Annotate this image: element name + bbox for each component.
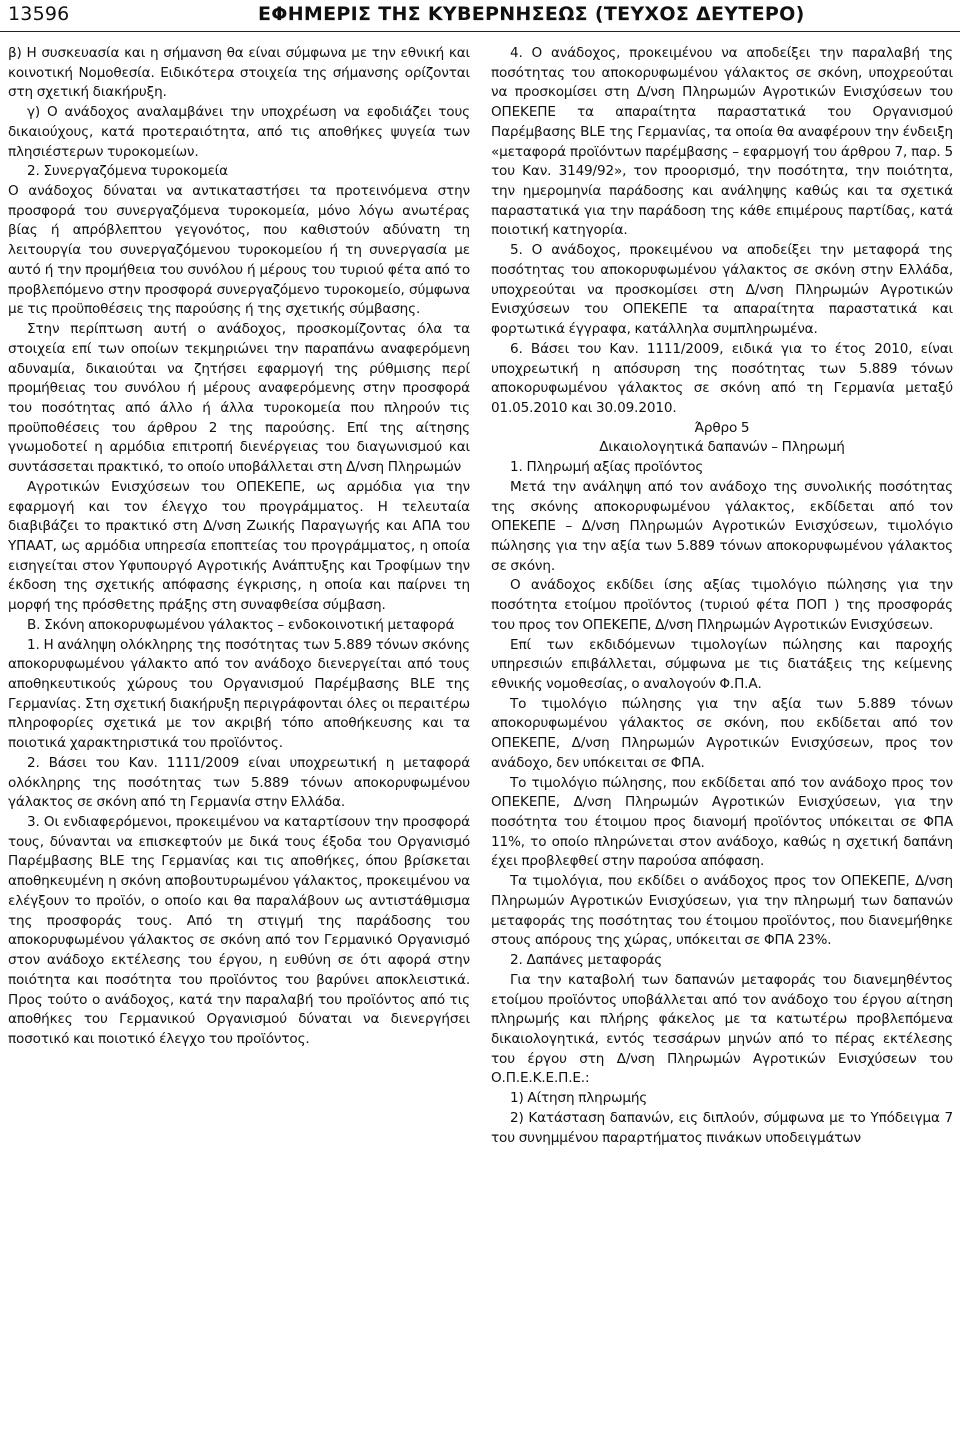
subsection-heading: 2. Συνεργαζόμενα τυροκομεία (27, 163, 228, 180)
paragraph: Τα τιμολόγια, που εκδίδει ο ανάδοχος προς τον ΟΠΕΚΕΠΕ, Δ/νση Πληρωμών Αγροτικών Ενισχύσεων, για την πληρωμή των δαπανών μεταφοράς της ποσότητας του έτοιμου προϊόντος, που διανεμήθηκε στους απόρους της χώρας, υπόκειται σε ΦΠΑ 23%. (491, 873, 953, 949)
paragraph: 6. Βάσει του Καν. 1111/2009, ειδικά για το έτος 2010, είναι υποχρεωτική η απόσυρση της ποσότητας των 5.889 τόνων αποκορυφωμένου γάλακτος σε σκόνη από τη Γερμανία μεταξύ 01.05.2010 και 30.09.2010. (491, 340, 953, 416)
subsection-heading: 2. Δαπάνες μεταφοράς (510, 952, 663, 969)
paragraph: 3. Οι ενδιαφερόμενοι, προκειμένου να καταρτίσουν την προσφορά τους, δύνανται να επισκεφτούν με δικά τους έξοδα του Οργανισμό Παρέμβασης BLE της Γερμανίας και τις αποθήκες, όπου βρίσκεται αποθηκευμένη η σκόνη αποβουτυρωμένου γάλακτος, προκειμένου να ελέγξουν το προϊόν, ο οποίο και θα παραλάβουν ως αντιστάθμισμα της προσφοράς τους. Από τη στιγμή της παράδοσης του αποκορυφωμένου γάλακτος σε σκόνη από τον Γερμανικό Οργανισμό στον ανάδοχο εκτέλεσης του έργου, η ευθύνη σε ότι αφορά στην ποιότητα και ποσότητα του προϊόντος του βαρύνει αποκλειστικά. Προς τούτο ο ανάδοχος, κατά την παραλαβή του προϊόντος από τις αποθήκες του Γερμανικού Οργανισμού δύναται να διενεργήσει ποσοτικό και ποιοτικό έλεγχο του προϊόντος. (8, 814, 470, 1047)
paragraph: Ο ανάδοχος δύναται να αντικαταστήσει τα προτεινόμενα στην προσφορά του συνεργαζόμενα τυροκομεία, μόνο λόγω ανωτέρας βίας ή απρόβλεπτου γεγονότος, που καθιστούν αδύνατη τη λειτουργία του συνεργαζόμενου τυροκομείου ή τη συνεργασία με αυτό ή την προμήθεια του συνόλου ή μέρους του τυριού φέτα από το προβλεπόμενο στην προσφορά συνεργαζόμενο τυροκομείο, σύμφωνα με τις προϋποθέσεις της παρούσης ή της σχετικής σύμβασης. (8, 183, 470, 318)
list-item: 1) Αίτηση πληρωμής (510, 1090, 648, 1107)
left-column (8, 44, 470, 1050)
article-title: Δικαιολογητικά δαπανών – Πληρωμή (599, 439, 845, 456)
right-column (491, 44, 953, 1148)
paragraph: Αγροτικών Ενισχύσεων του ΟΠΕΚΕΠΕ, ως αρμόδια για την εφαρμογή και τον έλεγχο του προγράμματος. Η τελευταία διαβιβάζει το πρακτικό στη Δ/νση Ζωικής Παραγωγής και ΑΠΑ του ΥΠΑΑΤ, ως αρμόδια υπηρεσία εποπτείας του προγράμματος, η οποία εισηγείται στον Υφυπουργό Αγροτικής Ανάπτυξης και Τροφίμων την έκδοση της σχετικής απόφασης έγκρισης, η οποία και παίρνει τη μορφή της πρόσθετης πράξης στη συναφθείσα σύμβαση. (8, 478, 470, 614)
page-header (0, 0, 960, 30)
paragraph: Επί των εκδιδόμενων τιμολογίων πώλησης και παροχής υπηρεσιών επιβάλλεται, σύμφωνα με τις διατάξεις της κείμενης εθνικής νομοθεσίας, ο αναλογούν Φ.Π.Α. (491, 636, 953, 692)
paragraph: Στην περίπτωση αυτή ο ανάδοχος, προσκομίζοντας όλα τα στοιχεία επί των οποίων τεκμηριώνει την παραπάνω αναφερόμενη αδυναμία, δικαιούται να ζητήσει εφαρμογή της ρύθμισης περί προμήθειας του συνόλου ή μέρους αναφερόμενης στην προσφορά του ποσότητας από άλλο ή άλλα τυροκομεία που πληρούν τις προϋποθέσεις του άρθρου 2 της παρούσης. Επί της αίτησης γνωμοδοτεί η αρμόδια επιτροπή διενέργειας του διαγωνισμού και συντάσσεται πρακτικό, το οποίο υποβάλλεται στη Δ/νση Πληρωμών (8, 321, 470, 476)
paragraph: Μετά την ανάληψη από τον ανάδοχο της συνολικής ποσότητας της σκόνης αποκορυφωμένου γάλακτος, εκδίδεται από τον ΟΠΕΚΕΠΕ – Δ/νση Πληρωμών Αγροτικών Ενισχύσεων, τιμολόγιο πώλησης για την αξία των 5.889 τόνων αποκορυφωμένου γάλακτος σε σκόνη. (491, 478, 953, 574)
paragraph: 2. Βάσει του Καν. 1111/2009 είναι υποχρεωτική η μεταφορά ολόκληρης της ποσότητας των 5.889 τόνων αποκορυφωμένου γάλακτος σε σκόνη από τη Γερμανία στην Ελλάδα. (8, 754, 470, 811)
header-rule (0, 31, 960, 32)
paragraph: Ο ανάδοχος εκδίδει ίσης αξίας τιμολόγιο πώλησης για την ποσότητα ετοίμου προϊόντος (τυριού φέτα ΠΟΠ ) της προσφοράς του προς τον ΟΠΕΚΕΠΕ, Δ/νση Πληρωμών Αγροτικών Ενισχύσεων. (491, 577, 953, 633)
paragraph: Το τιμολόγιο πώλησης για την αξία των 5.889 τόνων αποκορυφωμένου γάλακτος σε σκόνη, που εκδίδεται από τον ΟΠΕΚΕΠΕ, Δ/νση Πληρωμών Αγροτικών Ενισχύσεων, προς τον ανάδοχο, δεν υπόκειται σε ΦΠΑ. (491, 695, 953, 771)
page-number: 13596 (8, 3, 70, 25)
paragraph: Το τιμολόγιο πώλησης, που εκδίδεται από τον ανάδοχο προς τον ΟΠΕΚΕΠΕ, Δ/νση Πληρωμών Αγροτικών Ενισχύσεων, για την ποσότητα του έτοιμου προς διανομή προϊόντος υπόκειται σε ΦΠΑ 11%, το οποίο πληρώνεται στον ανάδοχο, καθώς η σχετική δαπάνη έχει προβλεφθεί στην παρούσα απόφαση. (491, 774, 953, 870)
paragraph: 5. Ο ανάδοχος, προκειμένου να αποδείξει την μεταφορά της ποσότητας του αποκορυφωμένου γάλακτος σε σκόνη στην Ελλάδα, υποχρεούται να προσκομίσει στη Δ/νση Πληρωμών Αγροτικών Ενισχύσεων του ΟΠΕΚΕΠΕ τα απαραίτητα παραστατικά και φορτωτικά έγγραφα, κατάλληλα συμπληρωμένα. (491, 242, 953, 338)
paragraph: γ) Ο ανάδοχος αναλαμβάνει την υποχρέωση να εφοδιάζει τους δικαιούχους, κατά προτεραιότητα, από τις αποθήκες ψυγεία των πλησιέστερων τυροκομείων. (8, 104, 470, 160)
article-number: Άρθρο 5 (694, 419, 750, 436)
subsection-heading: Β. Σκόνη αποκορυφωμένου γάλακτος – ενδοκοινοτική μεταφορά (27, 616, 455, 633)
list-item: 2) Κατάσταση δαπανών, εις διπλούν, σύμφωνα με το Υπόδειγμα 7 του συνημμένου παραρτήματος πινάκων υποδειγμάτων (491, 1109, 953, 1146)
paragraph: 4. Ο ανάδοχος, προκειμένου να αποδείξει την παραλαβή της ποσότητας του αποκορυφωμένου γάλακτος σε σκόνη, υποχρεούται να προσκομίσει στη Δ/νση Πληρωμών Αγροτικών Ενισχύσεων του ΟΠΕΚΕΠΕ τα απαραίτητα παραστατικά του Οργανισμού Παρέμβασης BLE της Γερμανίας, τα οποία θα αναφέρουν την ένδειξη «μεταφορά προϊόντων παρέμβασης – εφαρμογή του άρθρου 7, παρ. 5 του Καν. 3149/92», τον προορισμό, την ποσότητα, την ποιότητα, την ημερομηνία παράδοσης και ανάληψης καθώς και τα σχετικά παραστατικά για την παράδοση της κάθε επιμέρους παρτίδας, κατά ποιοτική κατηγορία. (491, 45, 953, 239)
paragraph: Για την καταβολή των δαπανών μεταφοράς του διανεμηθέντος ετοίμου προϊόντος υποβάλλεται από τον ανάδοχο του έργου αίτηση πληρωμής και πλήρης φάκελος με τα κατωτέρω προβλεπόμενα δικαιολογητικά, εντός τεσσάρων μηνών από το πέρας εκτέλεσης του έργου στη Δ/νση Πληρωμών Αγροτικών Ενισχύσεων του Ο.Π.Ε.Κ.Ε.Π.Ε.: (491, 971, 953, 1087)
paragraph: 1. Η ανάληψη ολόκληρης της ποσότητας των 5.889 τόνων σκόνης αποκορυφωμένου γάλακτο από τον ανάδοχο διενεργείται από τους αποθηκευτικούς χώρους του Οργανισμού Παρέμβασης BLE της Γερμανίας. Στη σχετική διακήρυξη περιγράφονται όλες οι περαιτέρω πληροφορίες σχετικά με τον ακριβή τόπο αποθήκευσης και τα ποιοτικά χαρακτηριστικά του προϊόντος. (8, 636, 470, 752)
paragraph: β) Η συσκευασία και η σήμανση θα είναι σύμφωνα με την εθνική και κοινοτική Νομοθεσία. Ειδικότερα στοιχεία της σήμανσης ορίζονται στη σχετική διακήρυξη. (8, 45, 470, 101)
subsection-heading: 1. Πληρωμή αξίας προϊόντος (510, 459, 704, 476)
gazette-title: ΕΦΗΜΕΡΙΣ ΤΗΣ ΚΥΒΕΡΝΗΣΕΩΣ (ΤΕΥΧΟΣ ΔΕΥΤΕΡΟ) (258, 3, 805, 25)
